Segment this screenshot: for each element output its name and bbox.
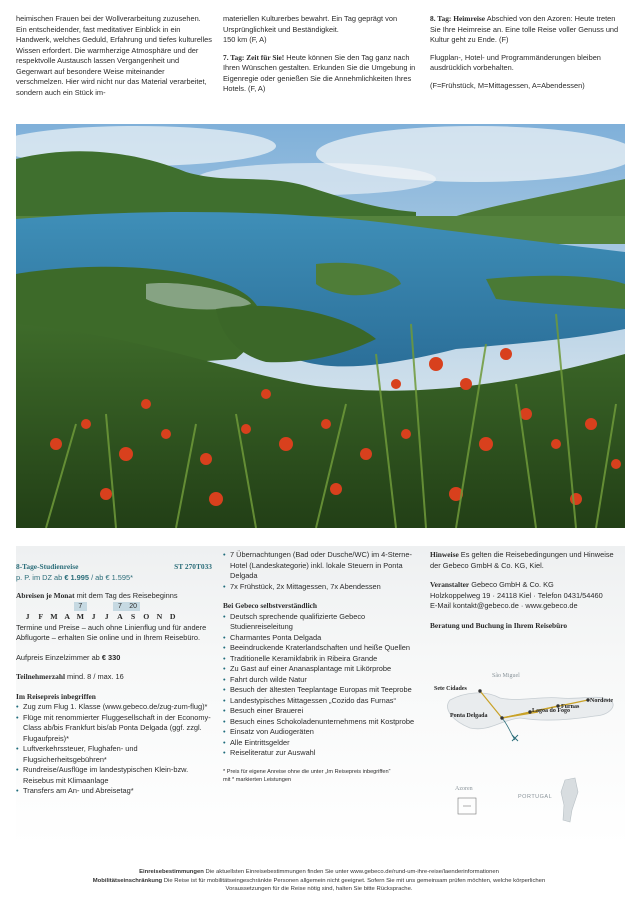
included-heading: Im Reisepreis inbegriffen bbox=[16, 691, 96, 701]
day7-text: Heute können Sie den Tag ganz nach Ihren Wünschen gestalten. Erkunden Sie die Umgebung in Eigenregie oder genießen Sie die Annehmlichkeiten Ihres Hotels. (F, A) bbox=[223, 52, 416, 94]
list-item: • Fahrt durch wilde Natur bbox=[223, 675, 419, 686]
trip-price: p. P. im DZ ab € 1.995 / ab € 1.595* bbox=[16, 572, 133, 582]
text-column-3 bbox=[430, 14, 626, 98]
month-day: 20 bbox=[127, 602, 140, 611]
einreise-note: Einreisebestimmungen Die aktuellsten Einreisebestimmungen finden Sie unter www.gebeco.de/rund-um-ihre-reise/laenderinformationen bbox=[139, 869, 499, 875]
list-item: • Landestypisches Mittagessen „Cozido das Furnas“ bbox=[223, 696, 419, 707]
selbstverstaendlich-heading: Bei Gebeco selbstverständlich bbox=[223, 601, 318, 611]
portugal-shape bbox=[561, 778, 578, 822]
day7-title: 7. Tag: Zeit für Sie! bbox=[223, 52, 285, 62]
day8-text: Abschied von den Azoren: Heute treten Sie Ihre Heimreise an. Eine tolle Reise voller Genuss und Kultur geht zu Ende. (F) bbox=[430, 14, 619, 45]
map-place-label: Ponta Delgada bbox=[450, 713, 488, 719]
list-item: • Deutsch sprechende qualifizierte Gebeco Studienreiseleitung bbox=[223, 612, 419, 633]
month-day bbox=[153, 602, 166, 611]
list-item: • Transfers am An- und Abreisetag* bbox=[16, 786, 212, 797]
month-day bbox=[166, 602, 179, 611]
list-item: • Luftverkehrssteuer, Flughafen- und Flugsicherheitsgebühren* bbox=[16, 744, 212, 765]
address: Holzkoppelweg 19 · 24118 Kiel · Telefon 0431/54460 bbox=[430, 590, 603, 600]
list-item: • Besuch der ältesten Teeplantage Europas mit Teeprobe bbox=[223, 685, 419, 696]
day8-paragraph bbox=[430, 14, 626, 46]
price-footnote: * Preis für eigene Anreise ohne die unter „Im Reisepreis inbegriffen“ mit * markierten Leistungen bbox=[223, 768, 391, 783]
month-day bbox=[34, 602, 47, 611]
map-island-label: São Miguel bbox=[492, 673, 520, 679]
month-day: 7 bbox=[74, 602, 87, 611]
map-place-label: Nordeste bbox=[590, 698, 613, 704]
list-item: • Einsatz von Audiogeräten bbox=[223, 727, 419, 738]
day6-continued-text: heimischen Frauen bei der Wollverarbeitung zuzusehen. Ein entscheidender, fast meditativer Einblick in ein Handwerk, welches Geduld, Erfahrung und tiefes kulturelles Wissen erfordert. Die warmherzige Atmosphäre und der respektvolle Austausch lassen Vergangenheit und Gegenwart auf besondere Weise miteinander verschmelzen. Hier wird nicht nur das Material verarbeitet, sondern auch ein Stück im- bbox=[16, 14, 212, 97]
landscape-illustration bbox=[16, 124, 625, 528]
highlights-list bbox=[223, 612, 419, 759]
list-item: • Reiseliteratur zur Auswahl bbox=[223, 748, 419, 759]
month-day bbox=[140, 602, 153, 611]
day6-distance: 150 km (F, A) bbox=[223, 35, 267, 45]
services-column bbox=[223, 550, 419, 784]
month-day bbox=[61, 602, 74, 611]
month-day bbox=[47, 602, 60, 611]
list-item: • 7x Frühstück, 2x Mittagessen, 7x Abendessen bbox=[223, 582, 419, 593]
map-portugal-label: PORTUGAL bbox=[518, 794, 553, 800]
route-map bbox=[430, 660, 630, 840]
month-day-row bbox=[21, 602, 212, 611]
single-room-surcharge: Aufpreis Einzelzimmer ab € 330 bbox=[16, 652, 121, 662]
changes-note: Flugplan-, Hotel- und Programmänderungen bleiben ausdrücklich vorbehalten. bbox=[430, 52, 601, 73]
text-column-1 bbox=[16, 14, 212, 105]
booking-note: Beratung und Buchung in Ihrem Reisebüro bbox=[430, 620, 568, 630]
veranstalter-text: Veranstalter Gebeco GmbH & Co. KG bbox=[430, 580, 554, 590]
departures-text: mit dem Tag des Reisebeginns bbox=[74, 591, 178, 601]
map-place-label bbox=[532, 708, 570, 714]
trip-info-column bbox=[16, 562, 212, 797]
list-item: • Besuch eines Schokoladenunternehmens mit Kostprobe bbox=[223, 717, 419, 728]
lagoa-do-fogo-photo bbox=[16, 124, 625, 528]
month-day bbox=[21, 602, 34, 611]
list-item: • Charmantes Ponta Delgada bbox=[223, 633, 419, 644]
list-item: • 7 Übernachtungen (Bad oder Dusche/WC) im 4-Sterne-Hotel (Landeskategorie) inkl. lokale Steuern in Ponta Delgada bbox=[223, 550, 419, 582]
hinweise-text: Hinweise Es gelten die Reisebedingungen und Hinweise der Gebeco GmbH & Co. KG, Kiel. bbox=[430, 550, 614, 570]
meal-legend: (F=Frühstück, M=Mittagessen, A=Abendessen) bbox=[430, 80, 585, 90]
departures-line bbox=[16, 591, 212, 602]
list-item: • Alle Eintrittsgelder bbox=[223, 738, 419, 749]
map-place-label: Furnas bbox=[561, 704, 580, 710]
trip-title-row bbox=[16, 562, 212, 573]
list-item: • Zug zum Flug 1. Klasse (www.gebeco.de/zug-zum-flug)* bbox=[16, 702, 212, 713]
included-list bbox=[16, 702, 212, 797]
month-day bbox=[100, 602, 113, 611]
month-day: 7 bbox=[113, 602, 126, 611]
map-azoren-label: Azoren bbox=[455, 786, 473, 792]
contact-email[interactable]: E-Mail kontakt@gebeco.de · www.gebeco.de bbox=[430, 601, 578, 611]
map-place-label: Sete Cidades bbox=[434, 686, 467, 692]
list-item: • Besuch einer Brauerei bbox=[223, 706, 419, 717]
list-item: • Zu Gast auf einer Ananasplantage mit Likörprobe bbox=[223, 664, 419, 675]
footer-notes bbox=[0, 868, 638, 894]
sao-miguel-map bbox=[430, 660, 630, 840]
list-item: • Beeindruckende Kraterlandschaften und heiße Quellen bbox=[223, 643, 419, 654]
month-day bbox=[87, 602, 100, 611]
participants-line: Teilnehmerzahl mind. 8 / max. 16 bbox=[16, 672, 124, 682]
day8-title: 8. Tag: Heimreise bbox=[430, 14, 486, 23]
terms-text: Termine und Preise – auch ohne Linienflug und für andere Abflugorte – erhalten Sie online und in Ihrem Reisebüro. bbox=[16, 622, 207, 643]
map-place-label: Lagoa do Fogo bbox=[532, 708, 571, 714]
contact-column bbox=[430, 550, 626, 631]
list-item: • Rundreise/Ausflüge im landestypischen Klein-bzw. Reisebus mit Klimaanlage bbox=[16, 765, 212, 786]
trip-title: 8-Tage-Studienreise bbox=[16, 562, 79, 571]
day7-paragraph bbox=[223, 53, 421, 95]
month-letters: J F M A M J J A S O N D bbox=[25, 611, 176, 621]
text-column-2 bbox=[223, 14, 421, 102]
list-item: • Flüge mit renommierter Fluggesellschaft in der Economy-Class ab/bis Frankfurt bis/ab Ponta Delgada (ggf. zzgl. Flugaufpreis)* bbox=[16, 713, 212, 745]
trip-code: ST 270T033 bbox=[174, 562, 212, 571]
list-item: • Traditionelle Keramikfabrik in Ribeira Grande bbox=[223, 654, 419, 665]
departures-label: Abreisen je Monat bbox=[16, 591, 75, 601]
accommodation-list bbox=[223, 550, 419, 592]
mobility-note: Mobilitätseinschränkung Die Reise ist für mobilitätseingeschränkte Personen allgemein nicht geeignet. Sofern Sie mit uns gemeinsam prüfen möchten, welche körperlichen Voraussetzungen für die Reise nötig sind, halten Sie bitte Rücksprache. bbox=[92, 877, 546, 893]
day6-end-text: materiellen Kulturerbes bewahrt. Ein Tag geprägt von Ursprünglichkeit und Beständigkeit. bbox=[223, 14, 398, 34]
